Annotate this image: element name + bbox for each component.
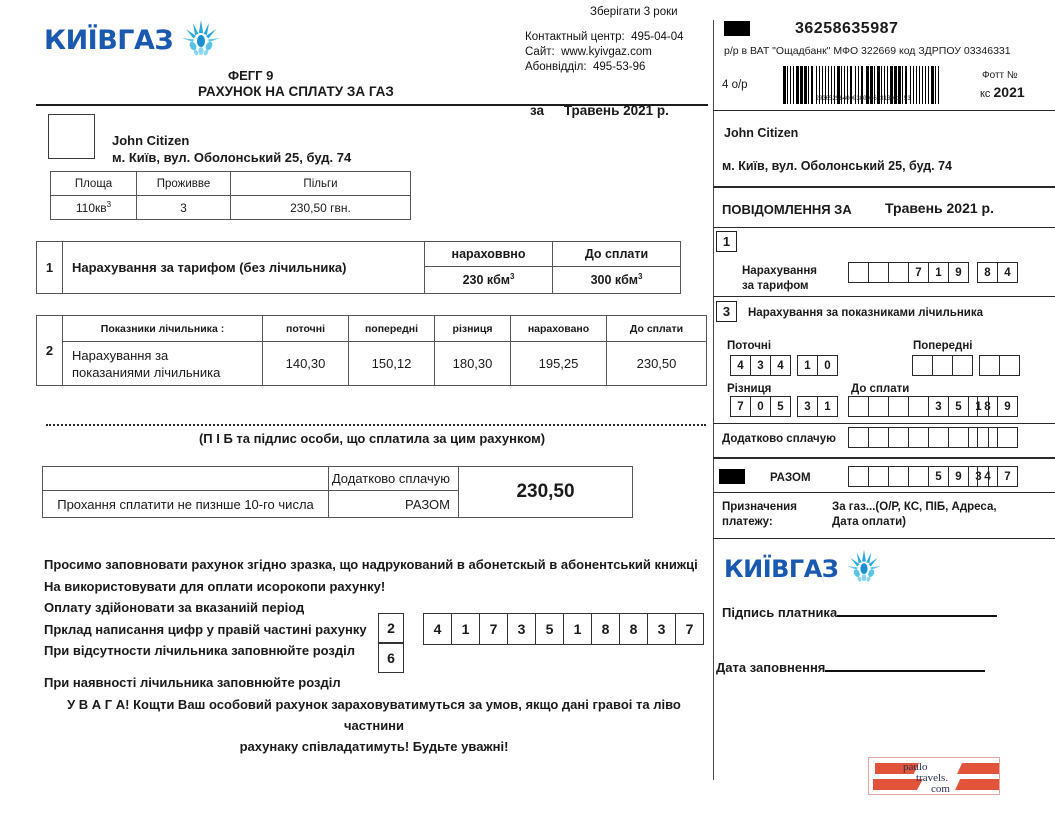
instruction-line-3: Прклад написання цифр у правій частині рахунку <box>44 621 367 637</box>
instruction-line-5: При наявності лічильника заповнюйте розділ <box>44 674 341 690</box>
table-row <box>43 467 633 491</box>
watermark-line-1: paulo <box>903 761 928 773</box>
contact-label-0: Контактный центр: <box>525 31 625 43</box>
extra-payment-label: Додатково сплачую <box>722 433 836 445</box>
current-cell-1[interactable]: 3 <box>750 355 771 376</box>
contact-row-1 <box>525 45 684 60</box>
section1-main-cell-2[interactable] <box>888 262 909 283</box>
watermark <box>868 757 1000 795</box>
info-value-residents: 3 <box>137 196 231 220</box>
extra-payment-boxes[interactable] <box>849 427 989 448</box>
right-divider-3 <box>713 227 1055 228</box>
watermark-text <box>869 758 999 794</box>
due-cell-5[interactable]: 5 <box>948 396 969 417</box>
example-digit-cell-9: 7 <box>675 613 704 645</box>
section1-value-accrued-sup: 3 <box>509 272 515 282</box>
payment-purpose-label-line1: Призначения <box>722 501 797 513</box>
total-cell-6[interactable]: 3 <box>968 466 989 487</box>
black-marker-top <box>724 21 750 36</box>
right-customer-address: м. Київ, вул. Оболонський 25, буд. 74 <box>722 159 952 173</box>
previous-cell-0[interactable] <box>912 355 933 376</box>
current-dec-cell-0[interactable]: 1 <box>797 355 818 376</box>
payment-due-note: Прохання сплатити не пизнше 10-го числа <box>43 491 329 518</box>
contact-label-2: Абонвідділ: <box>525 61 587 73</box>
table-row-values <box>51 196 411 220</box>
previous-dec-cell-1[interactable] <box>999 355 1020 376</box>
payment-purpose-label-line2: платежу: <box>722 516 773 528</box>
payment-total-label: РАЗОМ <box>329 491 459 518</box>
section1-main-cell-5[interactable]: 9 <box>948 262 969 283</box>
section2-value-due: 230,50 <box>607 342 707 386</box>
total-label: РАЗОМ <box>770 472 811 484</box>
extra-cell-3[interactable] <box>908 427 929 448</box>
payer-signature-line[interactable] <box>722 604 997 620</box>
burst-icon-bottom <box>845 548 883 589</box>
extra-dec-cell-1[interactable] <box>997 427 1018 448</box>
section1-value-accrued <box>425 267 553 294</box>
period-prefix: за <box>530 103 545 118</box>
property-info-table <box>50 171 411 220</box>
section2-row-label-line1: Нарахування за <box>72 347 169 363</box>
section1-header-due: До сплати <box>553 242 681 267</box>
period-value: Травень 2021 р. <box>563 103 669 118</box>
section2-row-label-line2: показаниями лічильника <box>72 364 221 380</box>
contact-value-1: www.kyivgaz.com <box>561 46 652 58</box>
payment-extra-spacer <box>43 467 329 491</box>
right-divider-4 <box>713 296 1055 297</box>
total-cell-1[interactable] <box>868 466 889 487</box>
total-boxes[interactable] <box>849 466 989 487</box>
right-section1-decimal-boxes[interactable] <box>978 262 1018 283</box>
total-dec-cell-0[interactable]: 4 <box>977 466 998 487</box>
customer-address: м. Київ, вул. Оболонський 25, буд. 74 <box>112 150 352 165</box>
current-reading-label: Поточні <box>727 340 772 352</box>
burst-icon <box>180 18 222 63</box>
instruction-line-0: Просимо заповновати рахунок згідно зразка, що надрукований в абонетскый в абонентський книжці <box>44 557 698 572</box>
watermark-line-2: travels. <box>916 772 949 784</box>
previous-reading-label: Попередні <box>913 340 973 352</box>
extra-cell-5[interactable] <box>948 427 969 448</box>
contact-row-0 <box>525 30 684 45</box>
bank-details: р/р в ВАТ "Ощадбанк" МФО 322669 код ЗДРПОУ 03346331 <box>724 45 1011 57</box>
right-section3-title: Нарахування за показниками лічильника <box>748 307 984 319</box>
document-code: ФЕГГ 9 <box>228 68 274 83</box>
panel-divider <box>713 20 714 780</box>
section1-number: 1 <box>37 242 63 294</box>
billing-period <box>530 103 669 118</box>
section1-value-accrued-text: 230 кбм <box>462 273 510 288</box>
current-cell-0[interactable]: 4 <box>730 355 751 376</box>
right-section1-label-line1: Нарахування <box>742 265 817 277</box>
payment-purpose-value <box>832 500 997 530</box>
info-value-area-text: 110кв <box>75 201 107 215</box>
contact-value-2: 495-53-96 <box>592 61 646 73</box>
section2-value-difference: 180,30 <box>435 342 511 386</box>
total-decimal-boxes[interactable] <box>978 466 1018 487</box>
payer-signature-label: Підпись платника <box>722 605 838 620</box>
payment-summary-table <box>42 466 633 518</box>
due-cell-0[interactable] <box>848 396 869 417</box>
section2-value-current: 140,30 <box>263 342 349 386</box>
extra-cell-1[interactable] <box>868 427 889 448</box>
instruction-line-2: Оплату здійоновати за вказаниій період <box>44 600 305 615</box>
example-digit-cell-2: 7 <box>479 613 508 645</box>
difference-cell-2[interactable]: 5 <box>770 396 791 417</box>
section2-value-previous: 150,12 <box>349 342 435 386</box>
section-ref-box-b: 6 <box>378 643 404 673</box>
info-value-benefits: 230,50 гвн. <box>231 196 411 220</box>
kyivgaz-logo-bottom <box>724 548 883 589</box>
info-header-benefits: Пільги <box>231 172 411 196</box>
example-digit-cell-0: 4 <box>423 613 452 645</box>
table-row <box>37 242 681 267</box>
black-marker-total <box>719 469 745 484</box>
current-cell-2[interactable]: 4 <box>770 355 791 376</box>
right-section1-label <box>742 264 817 294</box>
previous-dec-cell-0[interactable] <box>979 355 1000 376</box>
example-digits-row <box>424 613 704 645</box>
section1-dec-cell-0[interactable]: 8 <box>977 262 998 283</box>
example-digit-cell-7: 8 <box>619 613 648 645</box>
total-cell-3[interactable] <box>908 466 929 487</box>
section1-main-cell-3[interactable]: 7 <box>908 262 929 283</box>
operation-label: 4 о/р <box>722 79 748 91</box>
payment-purpose-value-line1: За газ...(О/Р, КС, ПІБ, Адреса, <box>832 501 997 513</box>
example-digit-cell-3: 3 <box>507 613 536 645</box>
example-digit-cell-8: 3 <box>647 613 676 645</box>
due-cell-6[interactable]: 1 <box>968 396 989 417</box>
due-dec-cell-0[interactable]: 8 <box>977 396 998 417</box>
difference-cell-0[interactable]: 7 <box>730 396 751 417</box>
difference-cell-1[interactable]: 0 <box>750 396 771 417</box>
right-divider-2 <box>713 186 1055 188</box>
section2-header-current: поточні <box>263 316 349 342</box>
payer-signature-underline[interactable] <box>837 604 997 617</box>
example-digit-cell-5: 1 <box>563 613 592 645</box>
info-header-residents: Проживве <box>137 172 231 196</box>
notice-period: Травень 2021 р. <box>885 200 994 216</box>
right-section3-number: 3 <box>716 301 737 322</box>
instruction-line-1: На використовувати для оплати исорокопи рахунку! <box>44 578 386 594</box>
right-section1-number: 1 <box>716 231 737 252</box>
info-header-area: Площа <box>51 172 137 196</box>
section1-header-accrued: нараховвно <box>425 242 553 267</box>
total-cell-0[interactable] <box>848 466 869 487</box>
total-cell-2[interactable] <box>888 466 909 487</box>
signature-caption: (П І Б та підлис особи, що сплатила за цим рахунком) <box>198 431 546 446</box>
section2-header-difference: різниця <box>435 316 511 342</box>
kyivgaz-logo <box>44 18 222 63</box>
right-divider-7 <box>713 492 1055 493</box>
contact-row-2 <box>525 60 684 75</box>
keep-note: Зберігати 3 роки <box>590 6 678 18</box>
right-divider-5 <box>713 423 1055 424</box>
section2-header-previous: попередні <box>349 316 435 342</box>
payment-total-value: 230,50 <box>459 467 633 518</box>
barcode <box>783 66 943 104</box>
previous-reading-decimal-boxes[interactable] <box>980 355 1020 376</box>
section1-value-due-sup: 3 <box>637 272 643 282</box>
document-title: РАХУНОК НА СПЛАТУ ЗА ГАЗ <box>198 84 394 99</box>
payment-extra-label: Додатково сплачую <box>329 467 459 491</box>
current-reading-decimal-boxes[interactable] <box>798 355 838 376</box>
ks-value: 2021 <box>993 84 1025 100</box>
difference-boxes[interactable] <box>731 396 791 417</box>
due-cell-2[interactable] <box>888 396 909 417</box>
info-value-area-sup: 3 <box>106 200 112 209</box>
ks-label: кс <box>980 88 991 100</box>
warning-text <box>36 694 712 757</box>
customer-name: John Citizen <box>112 133 190 148</box>
section2-header-meter: Показники лічильника : <box>63 316 263 342</box>
example-digit-cell-6: 8 <box>591 613 620 645</box>
fott-label: Фотт № <box>982 70 1018 81</box>
account-number: 36258635987 <box>795 20 899 37</box>
section2-header-due: До сплати <box>607 316 707 342</box>
instruction-line-4: При відсутности лічильника заповнюйте розділ <box>44 643 355 658</box>
total-cell-4[interactable]: 5 <box>928 466 949 487</box>
contact-value-0: 495-04-04 <box>631 31 684 43</box>
extra-cell-0[interactable] <box>848 427 869 448</box>
fill-date-underline[interactable] <box>825 659 985 672</box>
section1-dec-cell-1[interactable]: 4 <box>997 262 1018 283</box>
previous-cell-2[interactable] <box>952 355 973 376</box>
extra-cell-4[interactable] <box>928 427 949 448</box>
section-ref-box-a: 2 <box>378 613 404 643</box>
kyivgaz-logo-bottom-text: КИЇВГАЗ <box>724 554 839 583</box>
right-section1-label-line2: за тарифом <box>742 280 809 292</box>
section1-tariff-table <box>36 241 681 294</box>
due-label: До сплати <box>851 383 910 395</box>
section2-value-accrued: 195,25 <box>511 342 607 386</box>
current-dec-cell-1[interactable]: 0 <box>817 355 838 376</box>
example-digit-cell-4: 5 <box>535 613 564 645</box>
right-section1-main-boxes[interactable] <box>849 262 969 283</box>
fill-date-line[interactable] <box>716 659 985 675</box>
total-cell-5[interactable]: 9 <box>948 466 969 487</box>
warning-line-2: рахунаку співладатимуть! Будьте уважні! <box>239 739 509 754</box>
section2-meter-table <box>36 315 707 386</box>
difference-decimal-boxes[interactable] <box>798 396 838 417</box>
previous-cell-1[interactable] <box>932 355 953 376</box>
photo-placeholder-box <box>48 114 95 159</box>
barcode-number: 2036525640003000260313012 53 <box>815 95 911 102</box>
difference-dec-cell-0[interactable]: 3 <box>797 396 818 417</box>
contact-label-1: Сайт: <box>525 46 555 58</box>
fill-date-label: Дата заповнення <box>716 660 826 675</box>
table-row <box>37 316 707 342</box>
payment-purpose-label <box>722 500 797 530</box>
instruction-gap <box>44 662 698 672</box>
table-row <box>37 342 707 386</box>
ks-row <box>980 84 1025 100</box>
section2-header-accrued: нараховано <box>511 316 607 342</box>
section1-value-due <box>553 267 681 294</box>
right-customer-name: John Citizen <box>724 126 799 140</box>
signature-dotted-line <box>46 424 706 426</box>
section1-main-cell-4[interactable]: 1 <box>928 262 949 283</box>
due-dec-cell-1[interactable]: 9 <box>997 396 1018 417</box>
section1-value-due-text: 300 кбм <box>590 273 638 288</box>
due-decimal-boxes[interactable] <box>978 396 1018 417</box>
section1-main-cell-1[interactable] <box>868 262 889 283</box>
watermark-line-3: com <box>931 783 950 795</box>
right-divider-6 <box>713 457 1055 459</box>
kyivgaz-logo-text: КИЇВГАЗ <box>44 25 174 56</box>
example-digit-cell-1: 1 <box>451 613 480 645</box>
contact-info <box>525 30 684 75</box>
due-cell-1[interactable] <box>868 396 889 417</box>
due-cell-3[interactable] <box>908 396 929 417</box>
section1-title: Нарахування за тарифом (без лічильника) <box>63 242 425 294</box>
section2-number: 2 <box>37 316 63 386</box>
notice-label: ПОВІДОМЛЕННЯ ЗА <box>722 202 852 217</box>
difference-dec-cell-1[interactable]: 1 <box>817 396 838 417</box>
current-reading-boxes[interactable] <box>731 355 791 376</box>
extra-dec-cell-0[interactable] <box>977 427 998 448</box>
table-row-headers <box>51 172 411 196</box>
previous-reading-boxes[interactable] <box>913 355 973 376</box>
extra-cell-2[interactable] <box>888 427 909 448</box>
due-boxes[interactable] <box>849 396 989 417</box>
right-divider-1 <box>713 110 1055 111</box>
section2-row-label <box>63 342 263 386</box>
section1-main-cell-0[interactable] <box>848 262 869 283</box>
extra-payment-decimal-boxes[interactable] <box>978 427 1018 448</box>
info-value-area <box>51 196 137 220</box>
warning-line-1: У В А Г А! Кощти Ваш особовий рахунок зараховуватимуться за умов, якщо дані гравоі та ліво частнини <box>67 697 681 733</box>
payment-purpose-value-line2: Дата оплати) <box>832 516 907 528</box>
difference-label: Різниця <box>727 383 772 395</box>
due-cell-4[interactable]: 3 <box>928 396 949 417</box>
right-divider-8 <box>713 538 1055 539</box>
total-dec-cell-1[interactable]: 7 <box>997 466 1018 487</box>
